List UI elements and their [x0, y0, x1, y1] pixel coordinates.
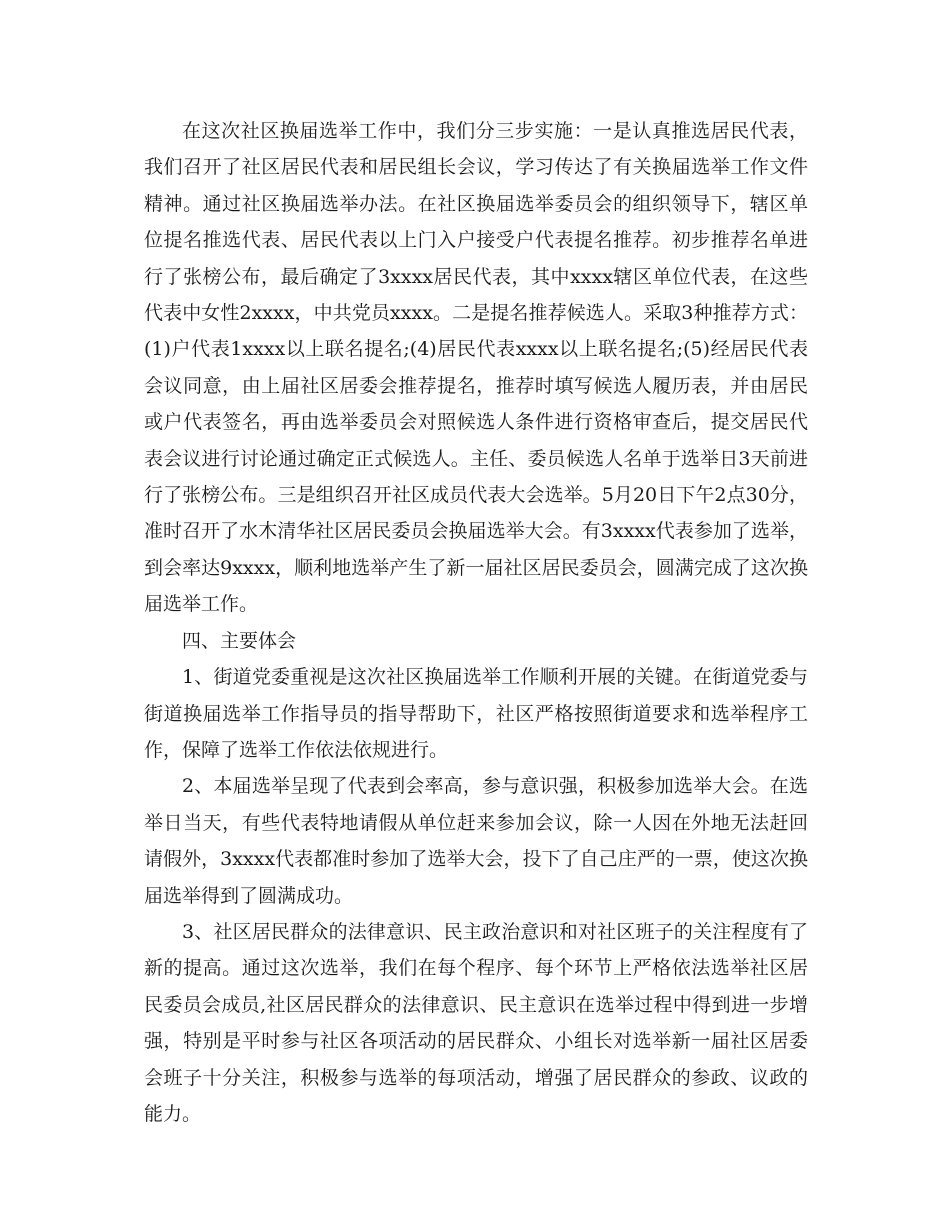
document-body [144, 113, 808, 1132]
paragraph-experience-3: 3、社区居民群众的法律意识、民主政治意识和对社区班子的关注程度有了新的提高。通过这次选举，我们在每个程序、每个环节上严格依法选举社区居民委员会成员,社区居民群众的法律意识、民主意识在选举过程中得到进一步增强，特别是平时参与社区各项活动的居民群众、小组长对选举新一届社区居委会班子十分关注，积极参与选举的每项活动，增强了居民群众的参政、议政的能力。 [144, 920, 808, 1125]
paragraph-experience-1: 1、街道党委重视是这次社区换届选举工作顺利开展的关键。在街道党委与街道换届选举工作指导员的指导帮助下，社区严格按照街道要求和选举程序工作，保障了选举工作依法依规进行。 [144, 666, 808, 761]
paragraph-experience-2: 2、本届选举呈现了代表到会率高，参与意识强，积极参加选举大会。在选举日当天，有些代表特地请假从单位赶来参加会议，除一人因在外地无法赶回请假外，3xxxx代表都准时参加了选举大会，投下了自己庄严的一票，使这次换届选举得到了圆满成功。 [144, 775, 808, 907]
section-heading-main-experience: 四、主要体会 [182, 629, 297, 652]
paragraph-election-steps: 在这次社区换届选举工作中，我们分三步实施：一是认真推选居民代表，我们召开了社区居民代表和居民组长会议，学习传达了有关换届选举工作文件精神。通过社区换届选举办法。在社区换届选举委员会的组织领导下，辖区单位提名推选代表、居民代表以上门入户接受户代表提名推荐。初步推荐名单进行了张榜公布，最后确定了3xxxx居民代表，其中xxxx辖区单位代表，在这些代表中女性2xxxx，中共党员xxxx。二是提名推荐候选人。采取3种推荐方式：(1)户代表1xxxx以上联名提名;(4)居民代表xxxx以上联名提名;(5)经居民代表会议同意，由上届社区居委会推荐提名，推荐时填写候选人履历表，并由居民或户代表签名，再由选举委员会对照候选人条件进行资格审查后，提交居民代表会议进行讨论通过确定正式候选人。主任、委员候选人名单于选举日3天前进行了张榜公布。三是组织召开社区成员代表大会选举。5月20日下午2点30分，准时召开了水木清华社区居民委员会换届选举大会。有3xxxx代表参加了选举，到会率达9xxxx，顺利地选举产生了新一届社区居民委员会，圆满完成了这次换届选举工作。 [144, 120, 808, 616]
